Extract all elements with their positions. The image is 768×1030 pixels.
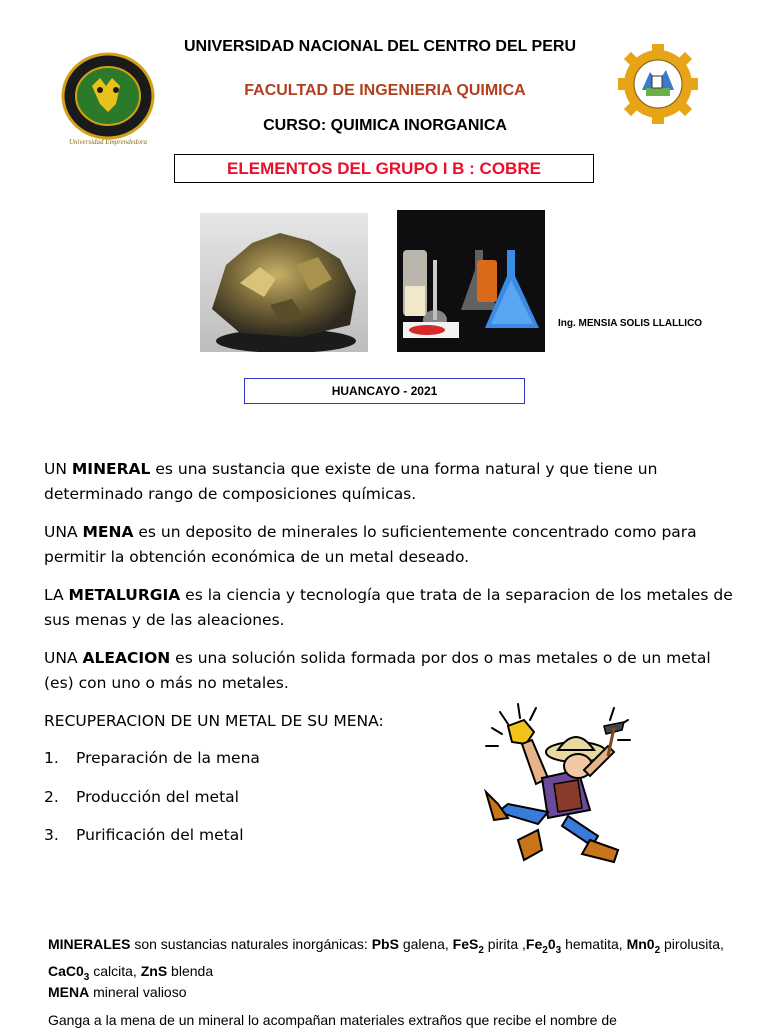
term-mineral: MINERAL — [71, 460, 151, 478]
copper-mineral-photo — [200, 213, 368, 352]
document-title: ELEMENTOS DEL GRUPO I B : COBRE — [174, 154, 594, 183]
minerals-paragraph: MINERALES son sustancias naturales inorgánicas: PbS galena, FeS$_2$ pirita $,Fe_20_3$ hematita, $Mn0_2$ pirolusita, $CaC0_3$ calcita, ZnS blenda — [48, 936, 724, 983]
university-name: UNIVERSIDAD NACIONAL DEL CENTRO DEL PERU — [183, 38, 577, 55]
course-name: CURSO: QUIMICA INORGANICA — [263, 117, 507, 134]
term-aleacion: ALEACION — [82, 649, 171, 667]
definition-mena: UNA MENA es un deposito de minerales lo suficientemente concentrado como para permitir la obtención económica de un metal deseado. — [44, 523, 697, 566]
list-item: 2. Producción del metal — [44, 788, 239, 806]
definition-aleacion: UNA ALEACION es una solución solida formada por dos o mas metales o de un metal (es) con uno o más no metales. — [44, 649, 711, 692]
ganga-line: Ganga a la mena de un mineral lo acompañan materiales extraños que recibe el nombre de — [48, 1012, 617, 1028]
definition-metalurgia: LA METALURGIA es la ciencia y tecnología que trata de la separacion de los metales de sus menas y de las aleaciones. — [44, 586, 733, 629]
university-logo — [50, 52, 162, 148]
mena-line: MENA mineral valioso — [48, 984, 187, 1000]
logo-motto: Universidad Emprendedora — [68, 138, 148, 146]
faculty-logo — [612, 42, 704, 128]
faculty-name: FACULTAD DE INGENIERIA QUIMICA — [244, 82, 526, 99]
miner-cartoon-image — [478, 700, 638, 868]
definition-mineral: UN MINERAL es una sustancia que existe de una forma natural y que tiene un determinado rango de composiciones químicas. — [44, 460, 658, 503]
laboratory-glassware-photo — [397, 210, 545, 352]
list-item: 1. Preparación de la mena — [44, 749, 260, 767]
list-item: 3. Purificación del metal — [44, 826, 244, 844]
place-year-box: HUANCAYO - 2021 — [244, 378, 525, 404]
term-metalurgia: METALURGIA — [68, 586, 181, 604]
recovery-heading: RECUPERACION DE UN METAL DE SU MENA: — [44, 712, 384, 730]
term-mena: MENA — [82, 523, 134, 541]
author-name: Ing. MENSIA SOLIS LLALLICO — [558, 318, 703, 329]
